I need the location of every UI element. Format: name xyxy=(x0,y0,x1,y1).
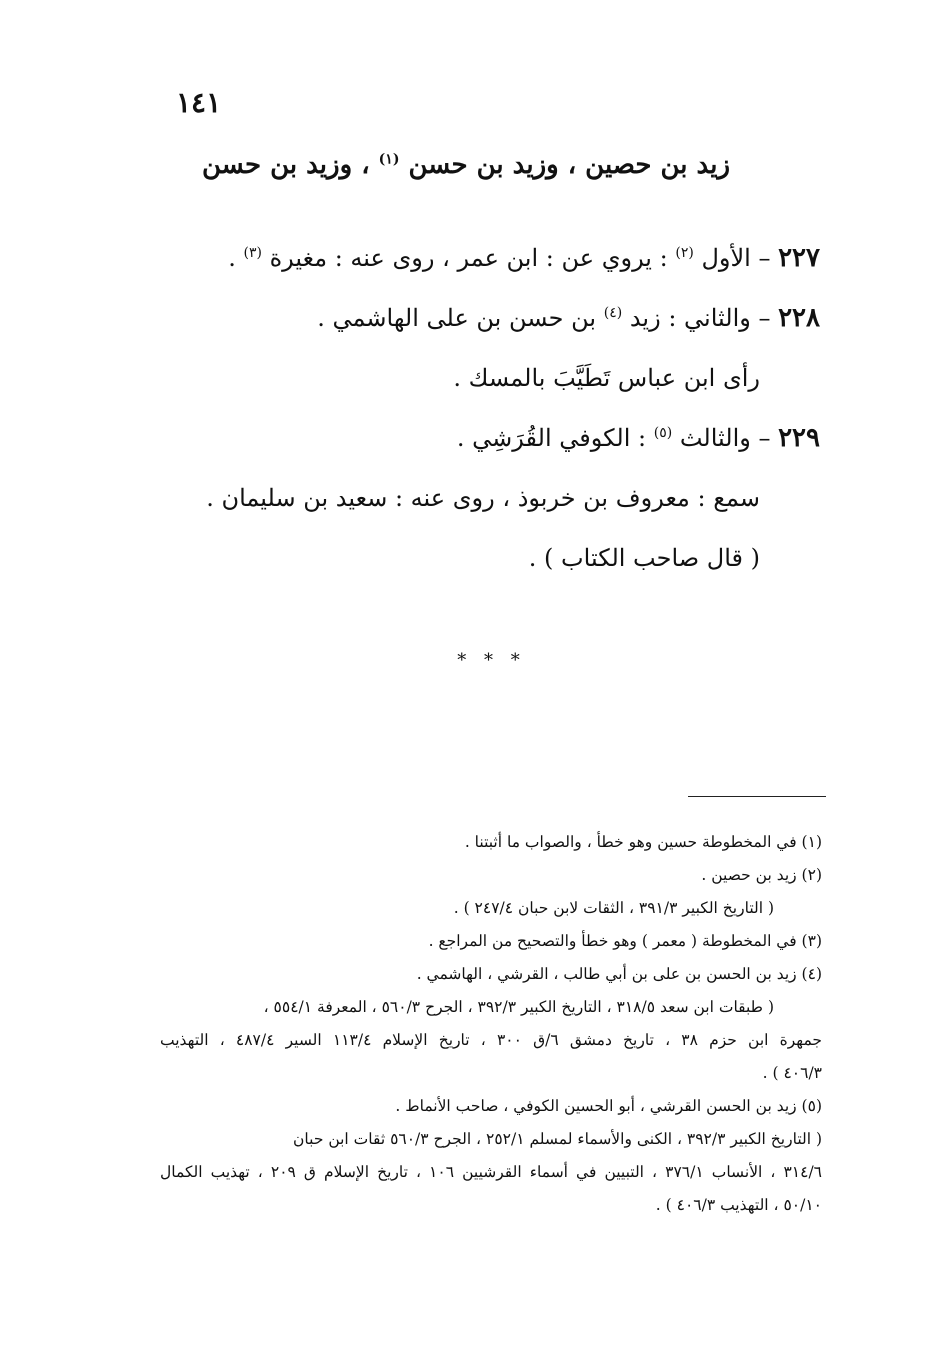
footnote-3: (٣) في المخطوطة ( معمر ) وهو خطأ والتصحيح من المراجع . xyxy=(428,932,822,950)
entry-number: ٢٢٨ xyxy=(778,303,820,333)
footnote-1: (١) في المخطوطة حسين وهو خطأ ، والصواب ما أثبتنا . xyxy=(464,833,822,851)
entry-number: ٢٢٩ xyxy=(778,423,820,453)
entry-text: : الكوفي القُرَشِي . xyxy=(456,424,654,452)
entry-229-line-1 xyxy=(140,408,820,468)
entry-number: ٢٢٧ xyxy=(778,243,820,273)
section-heading xyxy=(200,150,730,180)
heading-text-a: زيد بن حصين ، وزيد بن حسن xyxy=(399,150,730,180)
entries xyxy=(140,228,820,588)
entry-228-line-1 xyxy=(140,288,820,348)
entry-text: – والثالث xyxy=(672,424,779,452)
entry-text: بن حسن بن على الهاشمي . xyxy=(317,304,604,332)
heading-text-b: ، وزيد بن حسن xyxy=(201,150,379,180)
heading-footnote-ref: (١) xyxy=(378,151,400,168)
footnote-2: (٢) زيد بن حصين . xyxy=(701,866,822,884)
footnote-5-refs-line-1: ( التاريخ الكبير ٣٩٢/٣ ، الكنى والأسماء لمسلم ٢٥٢/١ ، الجرح ٥٦٠/٣ ثقات ابن حبان xyxy=(293,1130,822,1148)
footnote-ref: (٢) xyxy=(675,245,694,261)
entry-228-line-2: رأى ابن عباس تَطَيَّبَ بالمسك . xyxy=(453,364,760,392)
entry-text: – الأول xyxy=(693,244,779,272)
footnote-4: (٤) زيد بن الحسن بن على بن أبي طالب ، القرشي ، الهاشمي . xyxy=(416,965,822,983)
footnote-4-refs-line-3: ٤٠٦/٣ ) . xyxy=(762,1064,822,1082)
footnote-divider xyxy=(688,796,826,797)
entry-text: . xyxy=(228,244,244,272)
footnote-5-refs-line-2: ٣١٤/٦ ، الأنساب ٣٧٦/١ ، التبيين في أسماء القرشيين ١٠٦ ، تاريخ الإسلام ق ٢٠٩ ، تهذيب الكمال xyxy=(160,1163,823,1181)
entry-text: : يروي عن : ابن عمر ، روى عنه : مغيرة xyxy=(261,244,676,272)
footnote-5: (٥) زيد بن الحسن القرشي ، أبو الحسين الكوفي ، صاحب الأنماط . xyxy=(395,1097,822,1115)
footnote-4-refs-line-2: جمهرة ابن حزم ٣٨ ، تاريخ دمشق ٦/ق ٣٠٠ ، تاريخ الإسلام ١١٣/٤ السير ٤٨٧/٤ ، التهذيب xyxy=(160,1031,822,1049)
footnote-4-refs-line-1: ( طبقات ابن سعد ٣١٨/٥ ، التاريخ الكبير ٣٩٢/٣ ، الجرح ٥٦٠/٣ ، المعرفة ٥٥٤/١ ، xyxy=(263,998,774,1016)
entry-227-line-1 xyxy=(140,228,820,288)
footnotes xyxy=(160,826,822,1222)
footnote-2-refs: ( التاريخ الكبير ٣٩١/٣ ، الثقات لابن حبان ٢٤٧/٤ ) . xyxy=(453,899,774,917)
section-separator: * * * xyxy=(457,650,526,671)
entry-text: – والثاني : زيد xyxy=(622,304,779,332)
entry-229-line-3: ( قال صاحب الكتاب ) . xyxy=(528,544,760,572)
entry-229-line-2: سمع : معروف بن خربوذ ، روى عنه : سعيد بن سليمان . xyxy=(206,484,760,512)
footnote-5-refs-line-3: ٥٠/١٠ ، التهذيب ٤٠٦/٣ ) . xyxy=(655,1196,822,1214)
footnote-ref: (٤) xyxy=(603,305,623,321)
footnote-ref: (٥) xyxy=(653,425,673,441)
page-number: ١٤١ xyxy=(176,86,222,119)
footnote-ref: (٣) xyxy=(243,245,262,261)
